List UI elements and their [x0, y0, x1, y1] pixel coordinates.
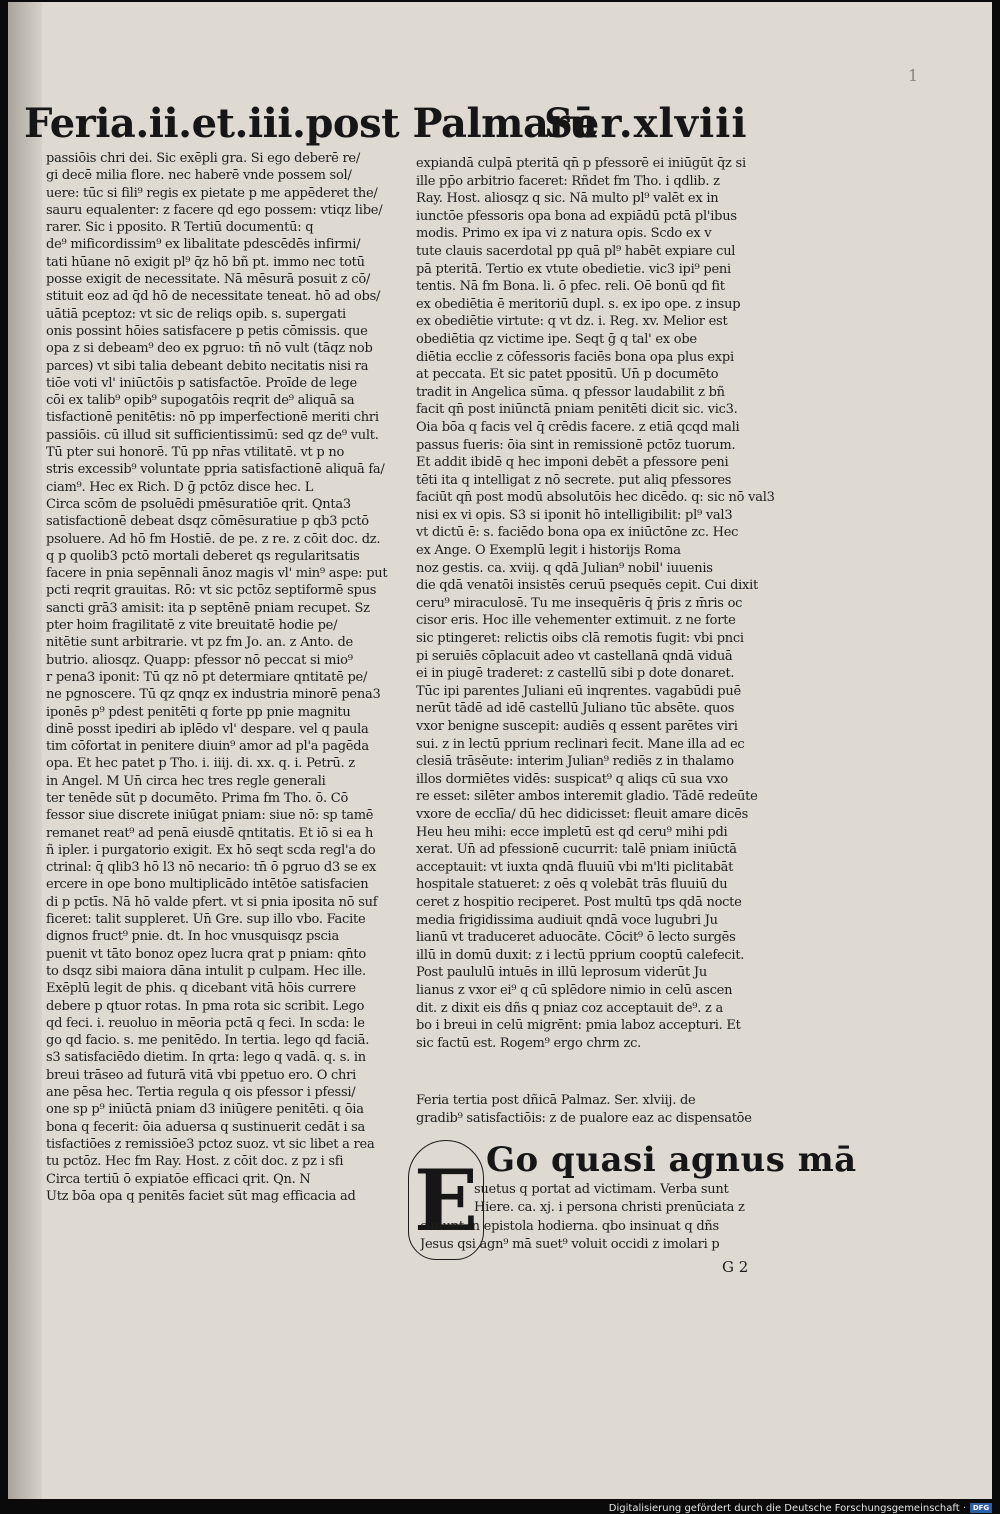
text-line: opa. Et hec patet p Tho. i. iiij. di. xx. q. i. Petrū. z [46, 756, 355, 772]
sermon-incipit: Go quasi agnus mā [486, 1140, 857, 1180]
running-header [24, 100, 784, 152]
running-head-title: Feria.ii.et.iii.post Palmarū [24, 100, 598, 147]
text-line: tati hūane nō exigit pl⁹ q̄z hō bñ pt. immo nec totū [46, 254, 365, 270]
text-line: de⁹ mificordissim⁹ ex libalitate pdescēdēs infirmi/ [46, 237, 361, 253]
text-line: hospitale statueret: z oēs q volebāt trās fluuiū du [416, 877, 728, 893]
text-line: die qdā venatōi insistēs ceruū psequēs cepit. Cui dixit [416, 578, 759, 594]
text-line: modis. Primo ex ipa vi z natura opis. Scdo ex v [416, 226, 712, 242]
text-line: nisi ex vi opis. S3 si iponit hō intelligibilit: pl⁹ val3 [416, 507, 733, 523]
text-line: ercere in ope bono multiplicādo intētōe satisfacien [46, 877, 369, 893]
text-line: sic factū est. Rogem⁹ ergo chrm zc. [416, 1035, 641, 1051]
text-line: Hiere. ca. xj. i persona christi prenūciata z [474, 1200, 745, 1216]
text-line: bona q fecerit: ōia aduersa q sustinuerit cedāt i sa [46, 1119, 366, 1135]
text-line: tisfactiōes z remissiōe3 pctoz suoz. vt sic libet a rea [46, 1136, 375, 1152]
text-line: cōi ex talib⁹ opib⁹ supogatōis reqrit de⁹ aliquā sa [46, 393, 355, 409]
text-line: sancti grā3 amisit: ita p septēnē pniam recupet. Sz [46, 600, 370, 616]
text-line: q p quolib3 pctō mortali deberet qs regularitsatis [46, 548, 360, 564]
text-line: ter tenēde sūt p documēto. Prima fm Tho. ō. Cō [46, 790, 349, 806]
text-line: Ray. Host. aliosqz q sic. Nā multo pl⁹ valēt ex in [416, 191, 719, 207]
left-text-column [46, 150, 418, 1258]
right-text-column [416, 155, 788, 1085]
signature-mark: G 2 [722, 1258, 749, 1276]
text-line: Utz bōa opa q penitēs faciet sūt mag efficacia ad [46, 1188, 356, 1204]
text-line: ex obediētia ē meritoriū dupl. s. ex ipo ope. z insup [416, 296, 741, 312]
text-line: iponēs p⁹ pdest penitēti q forte pp pnie magnitu [46, 704, 351, 720]
text-line: Oia bōa q facis vel q̄ crēdis facere. z etiā qcqd mali [416, 419, 740, 435]
text-line: ñ ipler. i purgatorio exigit. Ex hō seqt scda regl'a do [46, 842, 376, 858]
text-line: breui trāseo ad futurā vitā vbi ppetuo ero. O chri [46, 1067, 357, 1083]
text-line: tu pctōz. Hec fm Ray. Host. z cōit doc. z pz i sfi [46, 1154, 344, 1170]
text-line: r pena3 iponit: Tū qz nō pt determiare qntitatē pe/ [46, 669, 368, 685]
text-line: expiandā culpā pteritā qn̄ p pfessorē ei iniūgūt q̄z si [416, 156, 746, 171]
text-line: in Angel. M Un̄ circa hec tres regle generali [46, 773, 326, 789]
text-line: media frigidissima audiuit qndā voce lugubri Ju [416, 912, 718, 928]
text-line: stituit eoz ad q̄d hō de necessitate teneat. hō ad obs/ [46, 289, 381, 305]
text-line: opa z si debeam⁹ deo ex pgruo: tn̄ nō vult (tāqz nob [46, 341, 373, 357]
text-line: tute clauis sacerdotal pp quā pl⁹ habēt expiare cul [416, 243, 736, 259]
text-line: vt dictū ē: s. faciēdo bona opa ex iniūctōne zc. Hec [416, 525, 739, 541]
text-line: faciūt qn̄ post modū absolutōis hec dicēdo. q: sic nō val3 [416, 490, 775, 506]
text-line: Circa scōm de psoluēdi pmēsuratiōe qrit. Qnta3 [46, 496, 351, 512]
text-line: Heu heu mihi: ecce impletū est qd ceru⁹ mihi pdi [416, 824, 728, 840]
text-line: remanet reat⁹ ad penā eiusdē qntitatis. Et iō si ea h [46, 825, 374, 841]
text-line: dignos fruct⁹ pnie. dt. In hoc vnusquisqz pscia [46, 929, 339, 945]
text-line: clesiā trāsēute: interim Julian⁹ rediēs z in thalamo [416, 754, 734, 770]
text-line: ciam⁹. Hec ex Rich. D ḡ pctōz disce hec. L [46, 479, 314, 495]
text-line: parces) vt sibi talia debeant debito necitatis nisi ra [46, 358, 369, 374]
text-line: ceru⁹ miraculosē. Tu me insequēris q̄ p̄ris z m̄ris oc [416, 595, 743, 611]
text-line: gradib⁹ satisfactiōis: z de pualore eaz ac dispensatōe [416, 1111, 752, 1126]
text-line: ex Ange. O Exemplū legit i historijs Roma [416, 543, 681, 559]
lower-right-text [420, 1181, 804, 1255]
corner-mark: 1 [908, 66, 919, 85]
text-line: Circa tertiū ō expiatōe efficaci qrit. Qn. N [46, 1171, 311, 1187]
text-line: tēti ita q intelligat z nō secrete. put aliq pfessores [416, 472, 732, 488]
text-line: posse exigit de necessitate. Nā mēsurā posuit z cō/ [46, 272, 371, 288]
text-line: tisfactionē penitētis: nō pp imperfectionē meriti chri [46, 410, 379, 426]
text-line: sui. z in lectū pprium reclinari fecit. Mane illa ad ec [416, 736, 745, 752]
text-line: ne pgnoscere. Tū qz qnqz ex industria minorē pena3 [46, 687, 381, 703]
footer-bar [609, 1502, 992, 1514]
text-line: psoluere. Ad hō fm Hostiē. de pe. z re. z cōit doc. dz. [46, 531, 381, 547]
text-line: s3 satisfaciēdo dietim. In qrta: lego q vadā. q. s. in [46, 1050, 366, 1066]
text-line: pter hoim fragilitatē z vite breuitatē hodie pe/ [46, 618, 338, 634]
text-line: butrio. aliosqz. Quapp: pfessor nō peccat si mio⁹ [46, 652, 353, 668]
text-line: ane pēsa hec. Tertia regula q ois pfessor i pfessi/ [46, 1085, 356, 1101]
text-line: noz gestis. ca. xviij. q qdā Julian⁹ nobil' iuuenis [416, 560, 713, 576]
text-line: ficeret: talit suppleret. Un̄ Gre. sup illo vbo. Facite [46, 912, 366, 928]
text-line: facit qn̄ post iniūnctā pniam penitēti dicit sic. vic3. [416, 402, 738, 418]
text-line: Feria tertia post dñicā Palmaz. Ser. xlviij. de [416, 1093, 696, 1108]
text-line: nerūt tādē ad idē castellū Juliano tūc absēte. quos [416, 701, 735, 717]
decorated-initial: E [408, 1140, 484, 1260]
text-line: lianū vt traduceret aduocāte. Cōcit⁹ ō lecto surgēs [416, 930, 736, 946]
text-line: stris excessib⁹ voluntate ppria satisfactionē aliquā fa/ [46, 462, 385, 478]
text-line: illū in domū duxit: z i lectū pprium cooptū calefecit. [416, 947, 745, 963]
text-line: gi decē milia flore. nec haberē vnde possem sol/ [46, 168, 352, 184]
text-line: onis possint hōies satisfacere p petis cōmissis. que [46, 323, 368, 339]
text-line: tiōe voti vl' iniūctōis p satisfactōe. Proīde de lege [46, 375, 357, 391]
text-line: ille pp̄o arbitrio faceret: Rñdet fm Tho. i qdlib. z [416, 173, 720, 189]
text-line: lianus z vxor ei⁹ q cū splēdore nimio in celū ascen [416, 982, 733, 998]
text-line: sic ptingeret: relictis oibs clā remotis fugit: vbi pnci [416, 631, 744, 647]
text-line: nitētie sunt arbitrarie. vt pz fm Jo. an. z Anto. de [46, 635, 353, 651]
text-line: ei in piugē traderet: z castellū sibi p dote donaret. [416, 666, 735, 682]
text-line: Tūc ipi parentes Juliani eū inqrentes. vagabūdi puē [416, 683, 741, 699]
text-line: diētia ecclie z cōfessoris faciēs bona opa plus expi [416, 349, 734, 365]
text-line: Exēplū legit de phis. q dicebant vitā hōis currere [46, 981, 356, 997]
text-line: Et addit ibidē q hec imponi debēt a pfessore peni [416, 455, 729, 471]
text-line: pcti reqrit grauitas. Rō: vt sic pctōz septiformē spus [46, 583, 377, 599]
page-gutter-shadow [8, 2, 42, 1499]
text-line: iunctōe pfessoris opa bona ad expiādū pctā pl'ibus [416, 208, 737, 224]
text-line: rarer. Sic i pposito. R Tertiū documentū: q [46, 220, 314, 236]
text-line: tim cōfortat in penitere diuin⁹ amor ad pl'a pagēda [46, 739, 369, 755]
text-line: dinē posst ipediri ab iplēdo vl' despare. vel q paula [46, 721, 369, 737]
dfg-logo: DFG [970, 1503, 992, 1513]
text-line: qd feci. i. reuoluo in mēoria pctā q feci. In scda: le [46, 1015, 365, 1031]
text-line: illos dormiētes vidēs: suspicat⁹ q aliqs cū sua vxo [416, 771, 728, 787]
text-line: di p pctīs. Nā hō valde pfert. vt si pnia iposita nō suf [46, 894, 378, 910]
text-line: facere in pnia sepēnnali ānoz magis vl' min⁹ aspe: put [46, 566, 388, 582]
text-line: fessor siue discrete iniūgat pniam: siue nō: sp tamē [46, 808, 374, 824]
text-line: obediētia qz victime ipe. Seqt ḡ q tal' ex obe [416, 331, 697, 347]
text-line: uere: tūc si fili⁹ regis ex pietate p me appēderet the/ [46, 185, 378, 201]
text-line: tentis. Nā fm Bona. li. ō pfec. reli. Oē bonū qd fit [416, 279, 725, 295]
text-line: passus fueris: ōia sint in remissionē pctōz tuorum. [416, 437, 736, 453]
text-line: Jesus qsi agn⁹ mā suet⁹ voluit occidi z imolari p [420, 1237, 720, 1253]
text-line: bo i breui in celū migrēnt: pmia laboz accepturi. Et [416, 1018, 741, 1034]
section-heading [416, 1092, 796, 1128]
text-line: one sp p⁹ iniūctā pniam d3 iniūgere penitēti. q ōia [46, 1102, 364, 1118]
text-line: debere p qtuor rotas. In pma rota sic scribit. Lego [46, 998, 365, 1014]
text-line: acceptauit: vt iuxta qndā fluuiū vbi m'lti piclitabāt [416, 859, 734, 875]
text-line: Tū pter sui honorē. Tū pp nr̄as vtilitatē. vt p no [46, 445, 345, 461]
text-line: canunt in epistola hodierna. qbo insinuat q dñs [420, 1218, 719, 1234]
funding-note: Digitalisierung gefördert durch die Deutsche Forschungsgemeinschaft · [608, 1502, 966, 1514]
text-line: ceret z hospitio reciperet. Post multū tps qdā nocte [416, 894, 742, 910]
text-line: ex obediētie virtute: q vt dz. i. Reg. xv. Melior est [416, 314, 728, 330]
text-line: go qd facio. s. me penitēdo. In tertia. lego qd faciā. [46, 1033, 370, 1049]
text-line: pā pteritā. Tertio ex vtute obedietie. vic3 ipi⁹ peni [416, 261, 731, 277]
text-line: passiōis chri dei. Sic exēpli gra. Si ego deberē re/ [46, 151, 360, 166]
text-line: uātiā pceptoz: vt sic de reliqs opib. s. supergati [46, 306, 346, 322]
text-line: vxor benigne suscepit: audiēs q essent parētes viri [416, 719, 738, 734]
text-line: sauru equalenter: z facere qd ego possem: vtiqz libe/ [46, 202, 383, 218]
text-line: Post paululū intuēs in illū leprosum viderūt Ju [416, 965, 707, 981]
text-line: to dsqz sibi maiora dāna intulit p culpam. Hec ille. [46, 963, 366, 979]
text-line: ctrinal: q̄ qlib3 hō l3 nō necario: tn̄ ō pgruo d3 se ex [46, 860, 377, 876]
text-line: passiōis. cū illud sit sufficientissimū: sed qz de⁹ vult. [46, 427, 379, 443]
text-line: pi seruiēs cōplacuit adeo vt castellanā qndā viduā [416, 648, 733, 664]
text-line: re esset: silēter ambos interemit gladio. Tādē redeūte [416, 789, 758, 805]
sermon-number: Ser.xlviii [544, 100, 748, 147]
text-line: satisfactionē debeat dsqz cōmēsuratiue p qb3 pctō [46, 514, 369, 530]
text-line: at peccata. Et sic patet ppositū. Un̄ p documēto [416, 367, 719, 383]
text-line: xerat. Un̄ ad pfessionē cucurrit: talē pniam iniūctā [416, 842, 737, 858]
text-line: suetus q portat ad victimam. Verba sunt [474, 1182, 729, 1197]
text-line: cisor eris. Hoc ille vehementer extimuit. z ne forte [416, 613, 736, 629]
text-line: puenit vt tāto bonoz opez lucra qrat p pniam: qn̄to [46, 946, 366, 962]
text-line: vxore de ecclīa/ dū hec didicisset: fleuit amare dicēs [416, 806, 749, 822]
text-line: tradit in Angelica sūma. q pfessor laudabilit z bñ [416, 384, 725, 400]
text-line: dit. z dixit eis dñs q pniaz coz acceptauit de⁹. z a [416, 1000, 723, 1016]
